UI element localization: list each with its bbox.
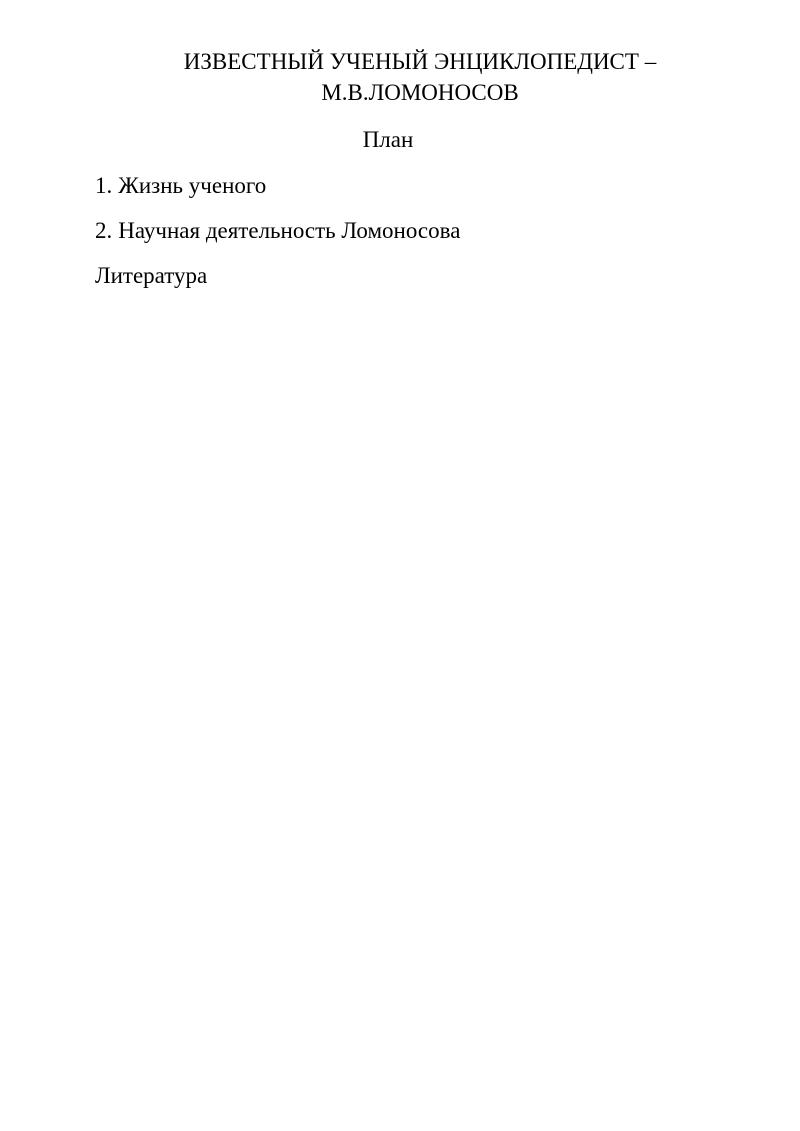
plan-item — [95, 172, 460, 200]
plan-item-text: Научная деятельность Ломоносова — [118, 218, 461, 243]
plan-item-number: 2. — [95, 218, 113, 243]
plan-list — [95, 172, 460, 262]
document-title — [140, 46, 700, 108]
plan-item — [95, 217, 460, 245]
title-line-1: ИЗВЕСТНЫЙ УЧЕНЫЙ ЭНЦИКЛОПЕДИСТ – — [183, 49, 657, 74]
plan-heading: План — [362, 127, 414, 152]
references-heading: Литература — [95, 263, 208, 288]
plan-item-text: Жизнь ученого — [118, 173, 267, 198]
plan-item-number: 1. — [95, 173, 113, 198]
title-line-2: М.В.ЛОМОНОСОВ — [321, 80, 519, 105]
